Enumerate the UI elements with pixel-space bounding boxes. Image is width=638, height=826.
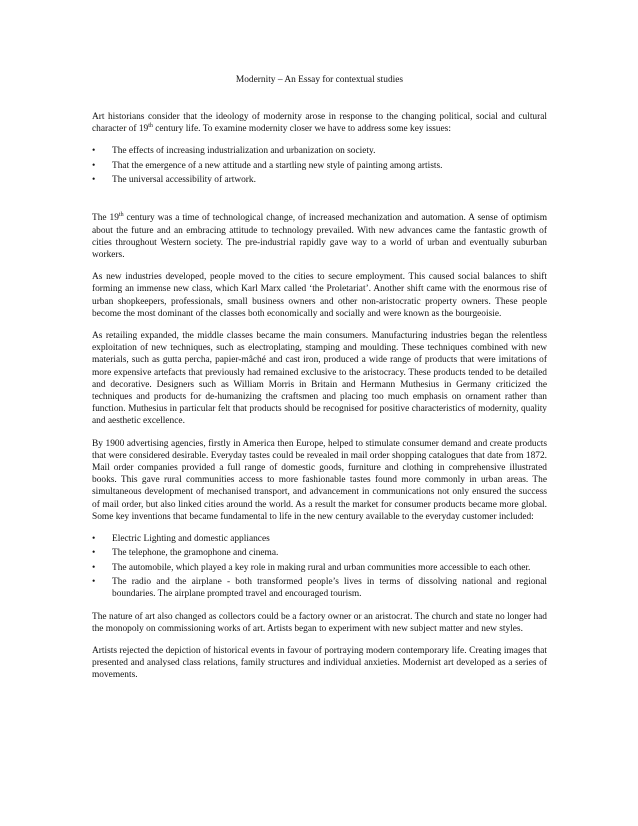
list-item-text: The effects of increasing industrialization and urbanization on society. (112, 146, 376, 157)
list-item (92, 547, 547, 559)
paragraph-19th-century (92, 212, 547, 261)
paragraph-1900: By 1900 advertising agencies, firstly in America then Europe, helped to stimulate consumer demand and create products that were considered desirable. Everyday tastes could be revealed in mail order shopping catalogues that date from 1872. Mail order companies provided a full range of domestic goods, furniture and clothing in comprehensive illustrated books. This gave rural communities access to more fashionable tastes found more commonly in urban areas. The simultaneous development of mechanised transport, and advancement in communications not only ensured the success of mail order, but also linked cities around the world. As a result the market for consumer products became more global. Some key inventions that became fundamental to life in the new century available to the everyday customer included: (92, 438, 547, 522)
intro-text-end: century life. To examine modernity closer we have to address some key issues: (152, 124, 451, 135)
bullet-icon: • (92, 534, 96, 545)
paragraph-19th-superscript: th (118, 212, 124, 219)
list-item (92, 145, 547, 157)
paragraph-industries: As new industries developed, people moved to the cities to secure employment. This caused social balances to shift forming an immense new class, which Karl Marx called ‘the Proletariat’. Another shift came with the enormous rise of urban shopkeepers, professionals, small business owners and other non-aristocratic property owners. These people become the most dominant of the classes both economically and socially and were known as the bourgeoisie. (92, 272, 547, 319)
paragraph-retailing: As retailing expanded, the middle classes became the main consumers. Manufacturing industries began the relentless exploitation of new techniques, such as electroplating, stamping and moulding. These techniques combined with new materials, such as gutta percha, papier-mâché and cast iron, produced a wide range of products that were imitations of more expensive artefacts that previously had remained exclusive to the aristocracy. These products tended to be detailed and decorative. Designers such as William Morris in Britain and Hermann Muthesius in Germany criticized the techniques and products for de-humanizing the craftsmen and placing too much emphasis on ornament rather than function. Muthesius in particular felt that products should be recognised for positive characteristics of modernity, quality and aesthetic excellence. (92, 331, 547, 427)
list-item-text: The universal accessibility of artwork. (112, 175, 256, 186)
intro-text-start: Art historians consider that the ideology of modernity arose in response to the changing political, social and cultural character of 19 (92, 112, 547, 135)
bullet-icon: • (92, 175, 96, 186)
list-item-text: Electric Lighting and domestic appliances (112, 534, 270, 545)
bullet-icon: • (92, 160, 96, 171)
intro-paragraph (92, 111, 547, 135)
document-page (92, 74, 547, 682)
list-item-text: That the emergence of a new attitude and a startling new style of painting among artists. (112, 160, 443, 171)
list-item (92, 533, 547, 545)
inventions-list (92, 533, 547, 601)
key-issues-list (92, 145, 547, 186)
list-item (92, 562, 547, 574)
list-item-text: The automobile, which played a key role in making rural and urban communities more accessible to each other. (112, 562, 531, 573)
bullet-icon: • (92, 577, 96, 588)
list-item-text: The radio and the airplane - both transformed people’s lives in terms of dissolving national and regional boundaries. The airplane prompted travel and encouraged tourism. (112, 577, 547, 600)
bullet-icon: • (92, 562, 96, 573)
list-item (92, 160, 547, 172)
paragraph-19th-start: The 19 (92, 213, 119, 224)
list-item (92, 174, 547, 186)
bullet-icon: • (92, 548, 96, 559)
document-title: Modernity – An Essay for contextual studies (235, 75, 404, 85)
bullet-icon: • (92, 146, 96, 157)
paragraph-19th-end: century was a time of technological change, of increased mechanization and automation. A sense of optimism about the future and an embracing attitude to technology prevailed. With new advances came the fantastic growth of cities throughout Western society. The pre-industrial rapidly gave way to a world of urban and eventually suburban workers. (92, 213, 547, 260)
paragraph-artists: Artists rejected the depiction of historical events in favour of portraying modern contemporary life. Creating images that presented and analysed class relations, family structures and individual anxieties. Modernist art developed as a series of movements. (92, 646, 547, 681)
paragraph-nature-of-art: The nature of art also changed as collectors could be a factory owner or an aristocrat. The church and state no longer had the monopoly on commissioning works of art. Artists began to experiment with new subject matter and new styles. (92, 611, 547, 634)
intro-superscript: th (148, 123, 153, 130)
list-item-text: The telephone, the gramophone and cinema. (112, 548, 279, 559)
list-item (92, 576, 547, 600)
